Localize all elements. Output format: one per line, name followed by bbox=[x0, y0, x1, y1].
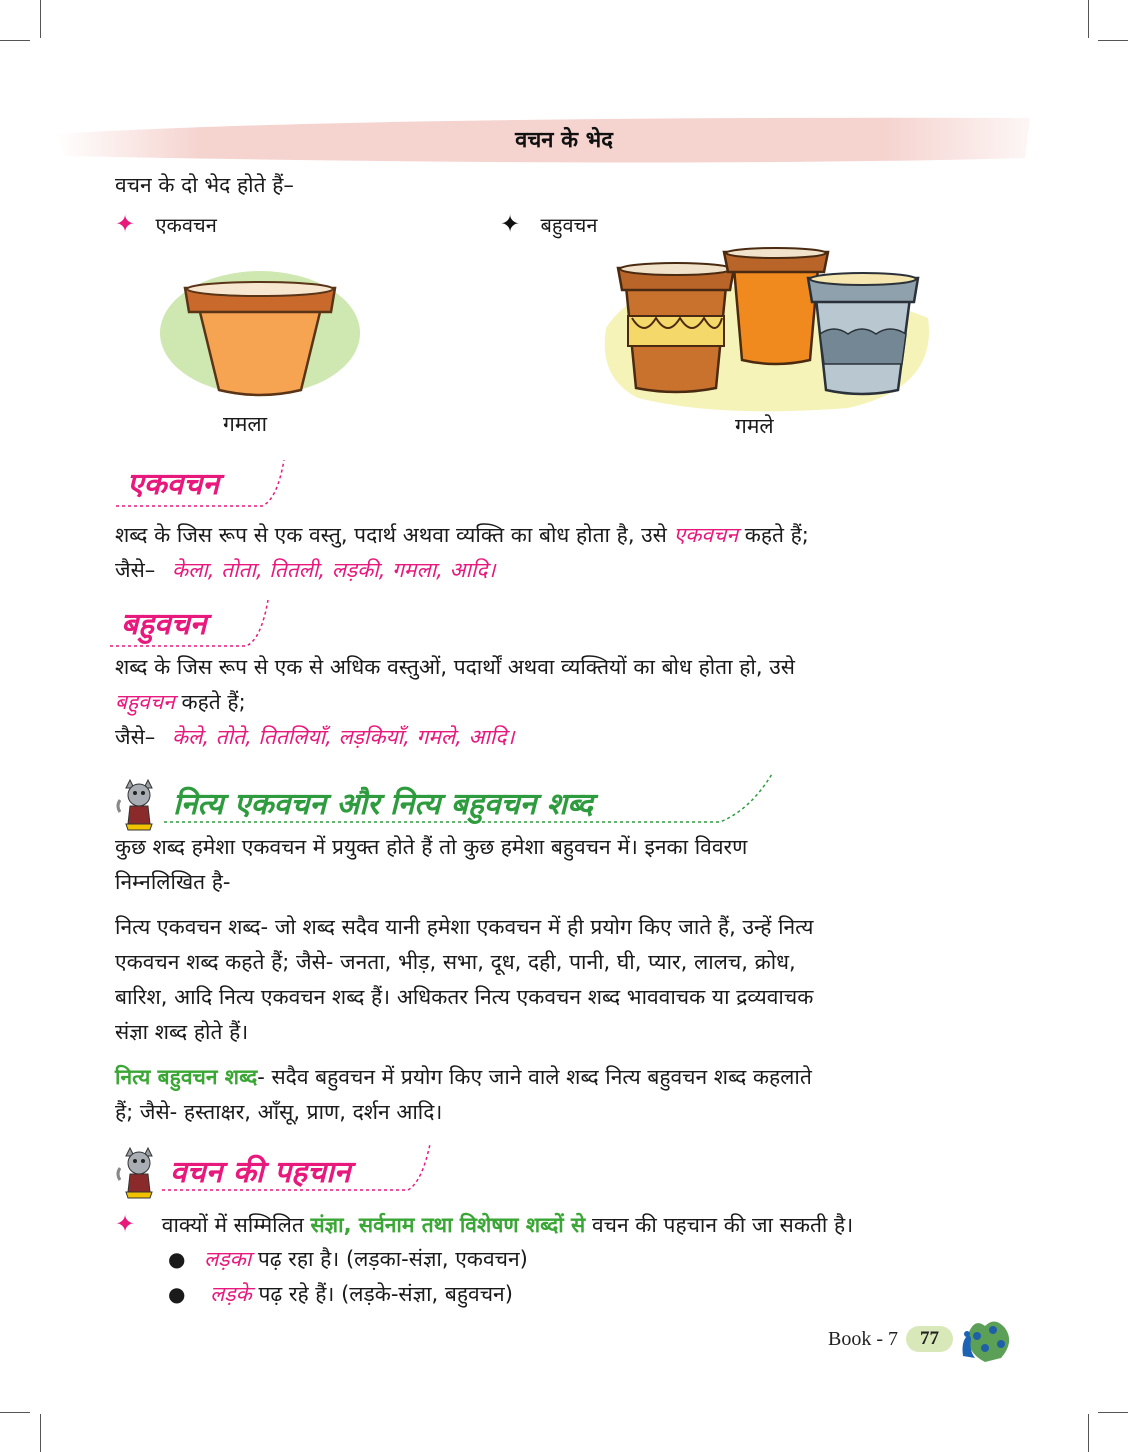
singular-type bbox=[115, 210, 217, 238]
dot-bullet-icon: ● bbox=[168, 1282, 186, 1306]
star-bullet-icon: ✦ bbox=[115, 210, 136, 238]
nitya-singular-label: नित्य एकवचन शब्द- bbox=[115, 915, 269, 939]
crop-mark bbox=[0, 1412, 30, 1413]
example-word: लड़का bbox=[204, 1247, 252, 1271]
singular-caption: गमला bbox=[223, 412, 268, 436]
singular-type-label: एकवचन bbox=[155, 213, 217, 237]
pehchan-prefix: वाक्यों में सम्मिलित bbox=[161, 1213, 304, 1237]
pehchan-suffix: वचन की पहचान की जा सकती है। bbox=[591, 1213, 854, 1237]
example-list: केले, तोते, तितलियाँ, लड़कियाँ, गमले, आदि। bbox=[171, 725, 515, 749]
example-word: लड़के bbox=[210, 1282, 252, 1306]
example-prefix: जैसे– bbox=[115, 725, 156, 749]
bahuvachan-examples bbox=[115, 720, 514, 755]
nitya-intro-line2: निम्नलिखित है- bbox=[115, 870, 231, 894]
nitya-plural-text: - सदैव बहुवचन में प्रयोग किए जाने वाले शब्द नित्य बहुवचन शब्द कहलाते bbox=[257, 1065, 812, 1089]
cat-mascot-icon bbox=[112, 1146, 164, 1202]
pehchan-highlight: संज्ञा, सर्वनाम तथा विशेषण शब्दों से bbox=[310, 1213, 586, 1237]
nitya-intro-line1: कुछ शब्द हमेशा एकवचन में प्रयुक्त होते हैं तो कुछ हमेशा बहुवचन में। इनका विवरण bbox=[115, 835, 748, 859]
example-rest: पढ़ रहा है। (लड़का-संज्ञा, एकवचन) bbox=[257, 1247, 528, 1271]
pehchan-heading: वचन की पहचान bbox=[170, 1155, 351, 1190]
nitya-heading: नित्य एकवचन और नित्य बहुवचन शब्द bbox=[173, 787, 593, 822]
ekvachan-examples bbox=[115, 553, 496, 588]
pehchan-example-2 bbox=[168, 1277, 513, 1312]
plural-type-label: बहुवचन bbox=[540, 213, 598, 237]
book-label: Book - 7 bbox=[828, 1327, 898, 1350]
nitya-plural-label: नित्य बहुवचन शब्द bbox=[115, 1065, 258, 1089]
ekvachan-definition bbox=[115, 518, 1030, 553]
crop-mark bbox=[40, 1414, 41, 1452]
heading-underline bbox=[112, 456, 292, 512]
crop-mark bbox=[0, 40, 30, 41]
example-prefix: जैसे– bbox=[115, 558, 156, 582]
section-title: वचन के भेद bbox=[515, 128, 613, 153]
flower-pot-illustration bbox=[155, 268, 365, 408]
pehchan-example-1 bbox=[168, 1242, 528, 1277]
page-footer bbox=[828, 1326, 953, 1352]
ekvachan-term: एकवचन bbox=[673, 523, 738, 547]
plural-type bbox=[500, 210, 597, 238]
crop-mark bbox=[1088, 0, 1089, 38]
star-bullet-icon: ✦ bbox=[500, 210, 521, 238]
crop-mark bbox=[1098, 40, 1128, 41]
plural-caption: गमले bbox=[735, 414, 774, 438]
cat-mascot-icon bbox=[112, 778, 164, 834]
crop-mark bbox=[1088, 1414, 1089, 1452]
nitya-singular-line4: संज्ञा शब्द होते हैं। bbox=[115, 1020, 249, 1044]
heading-underline bbox=[106, 596, 276, 652]
bahuvachan-def-line2 bbox=[115, 685, 246, 720]
nitya-plural-line1 bbox=[115, 1060, 1030, 1095]
pehchan-line bbox=[115, 1207, 1030, 1243]
nitya-singular-text: जो शब्द सदैव यानी हमेशा एकवचन में ही प्रयोग किए जाते हैं, उन्हें नित्य bbox=[274, 915, 814, 939]
star-bullet-icon: ✦ bbox=[115, 1210, 136, 1238]
intro-text: वचन के दो भेद होते हैं– bbox=[115, 173, 294, 197]
dot-bullet-icon: ● bbox=[168, 1247, 186, 1271]
example-list: केला, तोता, तितली, लड़की, गमला, आदि। bbox=[171, 558, 496, 582]
nitya-singular-line1 bbox=[115, 910, 1030, 945]
heading-underline bbox=[160, 770, 780, 830]
bahuvachan-heading: बहुवचन bbox=[121, 607, 207, 642]
bahuvachan-term: बहुवचन bbox=[115, 690, 175, 714]
ekvachan-heading: एकवचन bbox=[127, 467, 220, 502]
bahuvachan-def-line1: शब्द के जिस रूप से एक से अधिक वस्तुओं, पदार्थों अथवा व्यक्तियों का बोध होता हो, उसे bbox=[115, 655, 795, 679]
nitya-plural-line2: हैं; जैसे- हस्ताक्षर, आँसू, प्राण, दर्शन आदि। bbox=[115, 1100, 443, 1124]
example-rest: पढ़ रहे हैं। (लड़के-संज्ञा, बहुवचन) bbox=[258, 1282, 513, 1306]
crop-mark bbox=[1098, 1412, 1128, 1413]
peacock-icon bbox=[955, 1312, 1017, 1368]
ekvachan-def-text: शब्द के जिस रूप से एक वस्तु, पदार्थ अथवा व्यक्ति का बोध होता है, उसे bbox=[115, 523, 667, 547]
bahuvachan-def-end: कहते हैं; bbox=[181, 690, 246, 714]
crop-mark bbox=[40, 0, 41, 38]
page-number: 77 bbox=[906, 1326, 953, 1352]
flower-pots-illustration bbox=[598, 238, 938, 418]
nitya-singular-line3: बारिश, आदि नित्य एकवचन शब्द हैं। अधिकतर नित्य एकवचन शब्द भाववाचक या द्रव्यवाचक bbox=[115, 985, 814, 1009]
heading-underline bbox=[158, 1140, 438, 1198]
nitya-singular-line2: एकवचन शब्द कहते हैं; जैसे- जनता, भीड़, सभा, दूध, दही, पानी, घी, प्यार, लालच, क्रोध, bbox=[115, 950, 796, 974]
ekvachan-def-end: कहते हैं; bbox=[744, 523, 809, 547]
